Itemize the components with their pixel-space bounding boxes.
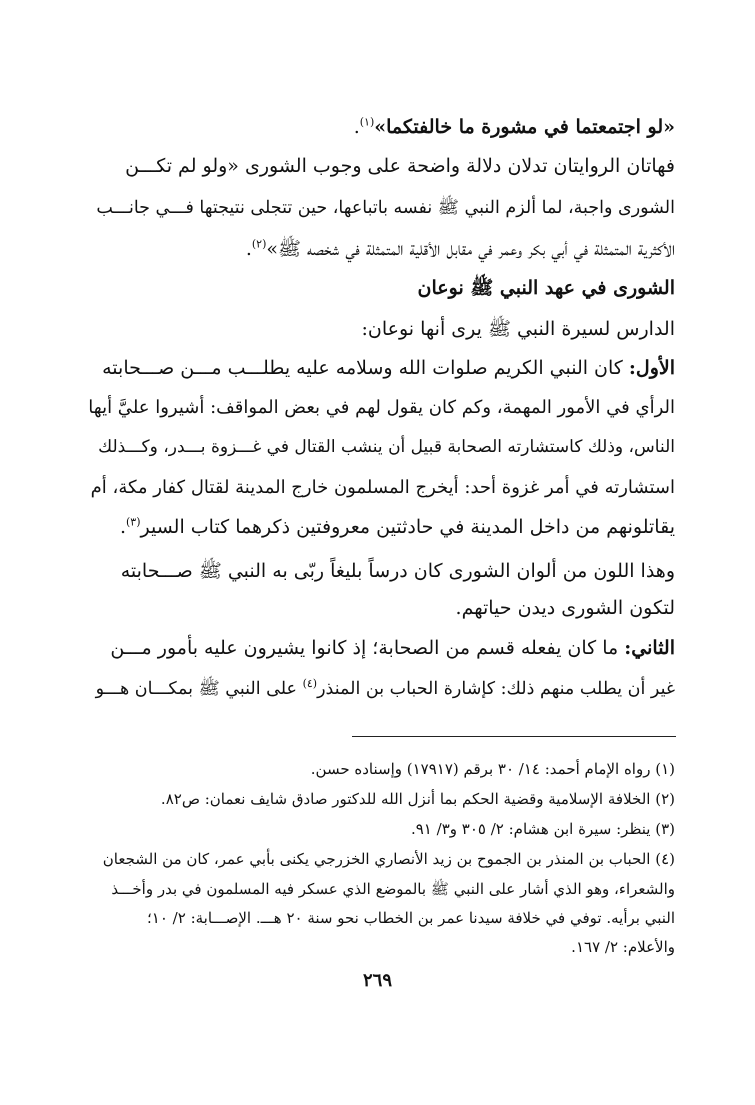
- footnote-4-line-3: النبي برأيه. توفي في خلافة سيدنا عمر بن الخطاب نحو سنة ٢٠ هـــ. الإصـــابة: ٢/ ١٠؛: [147, 909, 675, 927]
- footnote-ref-1: (١): [359, 115, 375, 129]
- body-line-4: [246, 237, 675, 265]
- footnote-3: (٣) ينظر: سيرة ابن هشام: ٢/ ٣٠٥ و٣/ ٩١.: [410, 820, 675, 838]
- body-line-10: استشارته في أمر غزوة أحد: أيخرج المسلمون خارج المدينة لقتال كفار مكة، أم: [90, 477, 675, 498]
- body-line-8: الرأي في الأمور المهمة، وكم كان يقول لهم في بعض المواقف: أشيروا عليَّ أيها: [88, 397, 675, 418]
- footnote-2: (٢) الخلافة الإسلامية وقضية الحكم بما أنزل الله للدكتور صادق شايف نعمان: ص٨٢.: [160, 790, 675, 808]
- first-label: الأول:: [628, 357, 675, 379]
- body-text: ما كان يفعله قسم من الصحابة؛ إذ كانوا يشيرون عليه بأمور مـــن: [110, 637, 625, 659]
- punctuation: .: [119, 516, 126, 538]
- punctuation: .: [245, 238, 252, 260]
- body-text: غير أن يطلب منهم ذلك: كإشارة الحباب بن المنذر: [317, 679, 675, 699]
- body-line-3: الشورى واجبة، لما ألزم النبي ﷺ نفسه باتباعها، حين تتجلى نتيجتها فـــي جانـــب: [96, 198, 675, 218]
- footnote-ref-2: (٢): [251, 237, 267, 251]
- body-text: كان النبي الكريم صلوات الله وسلامه عليه يطلـــب مـــن صـــحابته: [102, 357, 629, 379]
- body-line-2: فهاتان الروايتان تدلان دلالة واضحة على وجوب الشورى «ولو لم تكـــن: [125, 155, 675, 177]
- body-line-9: الناس، وذلك كاستشارته الصحابة قبيل أن ينشب القتال في غـــزوة بـــدر، وكـــذلك: [98, 437, 675, 457]
- section-heading: الشورى في عهد النبي ﷺ نوعان: [417, 277, 675, 299]
- page-number: ٢٦٩: [362, 970, 392, 991]
- body-line-11: [120, 516, 675, 538]
- body-line-7: [102, 357, 675, 379]
- footnote-4-line-4: والأعلام: ٢/ ١٦٧.: [571, 938, 675, 956]
- body-line-13: لتكون الشورى ديدن حياتهم.: [455, 597, 675, 619]
- body-line-12: وهذا اللون من ألوان الشورى كان درساً بليغاً ربّى به النبي ﷺ صـــحابته: [120, 560, 675, 582]
- body-text: الأكثرية المتمثلة في أبي بكر وعمر في مقابل الأقلية المتمثلة في شخصه ﷺ»: [266, 238, 675, 260]
- punctuation: .: [353, 116, 360, 138]
- body-text: يقاتلونهم من داخل المدينة في حادثتين معروفتين ذكرهما كتاب السير: [140, 516, 675, 538]
- footnote-ref-3: (٣): [125, 515, 141, 529]
- footnote-divider: [352, 736, 676, 737]
- body-line-1: [354, 116, 675, 138]
- second-label: الثاني:: [624, 637, 675, 659]
- body-line-15: [96, 677, 675, 703]
- body-line-6: الدارس لسيرة النبي ﷺ يرى أنها نوعان:: [361, 318, 675, 340]
- footnote-ref-4: (٤): [302, 677, 318, 691]
- footnote-1: (١) رواه الإمام أحمد: ١٤/ ٣٠ برقم (١٧٩١٧) وإسناده حسن.: [310, 760, 675, 778]
- footnote-4-line-2: والشعراء، وهو الذي أشار على النبي ﷺ بالموضع الذي عسكر فيه المسلمون في بدر وأخـــذ: [111, 880, 675, 898]
- quote-bold: «لو اجتمعتما في مشورة ما خالفتكما»: [374, 116, 675, 138]
- body-line-14: [110, 637, 675, 659]
- footnote-4-line-1: (٤) الحباب بن المنذر بن الجموح بن زيد الأنصاري الخزرجي يكنى بأبي عمر، كان من الشجعان: [102, 850, 675, 868]
- body-text: على النبي ﷺ بمكـــان هـــو: [95, 679, 303, 699]
